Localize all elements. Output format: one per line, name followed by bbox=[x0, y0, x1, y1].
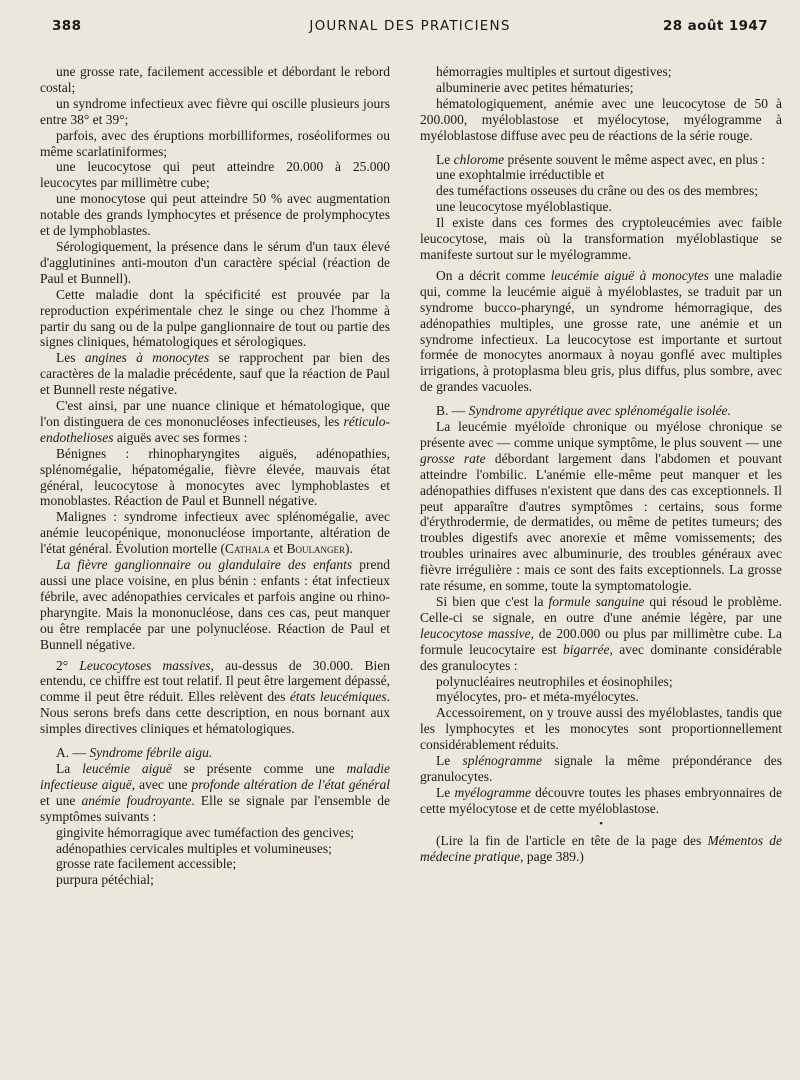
journal-title: JOURNAL DES PRATICIENS bbox=[309, 18, 511, 34]
text-run: se présente comme une bbox=[171, 760, 347, 776]
text-run: . Elle se signale par l'ensemble de symptômes suivants : bbox=[40, 792, 390, 824]
text-run: 2° bbox=[56, 657, 80, 673]
paragraph bbox=[420, 268, 782, 395]
paragraph: Sérologiquement, la présence dans le sérum d'un taux élevé d'agglutinines anti-mouton d'un caractère spécial (réaction de Paul et Bunnell). bbox=[40, 238, 390, 286]
paragraph: purpura pétéchial; bbox=[56, 872, 154, 888]
italic-term: profonde altération de l'état général bbox=[191, 776, 391, 792]
section-heading bbox=[40, 745, 390, 761]
text-run: aiguës avec ses formes : bbox=[116, 429, 248, 445]
paragraph: gingivite hémorragique avec tuméfaction des gencives; bbox=[56, 824, 355, 840]
text-run: C'est ainsi, par une nuance clinique et hématologique, que l'on distinguera de ces mononucléoses infectieuses, les bbox=[40, 398, 390, 429]
text-run: Si bien que c'est la bbox=[436, 594, 549, 609]
paragraph: Cette maladie dont la spécificité est prouvée par la reproduction expérimentale chez le singe ou chez l'homme à partir du sang ou de la pulpe ganglionnaire de tout ou partie des signes cliniques, hématologiques et sérologiques. bbox=[40, 286, 390, 350]
italic-term: myélogramme bbox=[454, 784, 531, 800]
paragraph: hémorragies multiples et surtout digestives; bbox=[436, 64, 672, 79]
paragraph: une grosse rate, facilement accessible et débordant le rebord costal; bbox=[40, 64, 390, 95]
text-run: , au-dessus de 30.000. Bien entendu, ce chiffre est tout relatif. Il peut être largement dépassé, comme il peut être réduit. Elles relèvent des bbox=[40, 657, 390, 705]
paragraph: un syndrome infectieux avec fièvre qui oscille plusieurs jours entre 38° et 39°; bbox=[40, 95, 390, 127]
italic-term: Leucocytoses massives bbox=[79, 657, 211, 673]
paragraph bbox=[40, 398, 390, 446]
paragraph: une monocytose qui peut atteindre 50 % avec augmentation notable des grands lymphocytes et présence de prolymphocytes et de lymphoblastes. bbox=[40, 191, 390, 239]
paragraph: grosse rate facilement accessible; bbox=[56, 856, 237, 872]
text-run: Les bbox=[56, 350, 85, 366]
paragraph bbox=[420, 419, 782, 594]
right-column bbox=[420, 64, 782, 864]
italic-term: maladie infectieuse aiguë bbox=[40, 760, 390, 792]
paragraph bbox=[40, 557, 390, 652]
text-run: ). bbox=[345, 541, 353, 557]
page-number: 388 bbox=[52, 18, 82, 34]
text-run: . Nous serons brefs dans cette description, en nous bornant aux simples directives cliniques et hématologiques. bbox=[40, 689, 390, 737]
italic-term: leucémie aiguë bbox=[82, 760, 172, 776]
paragraph: Accessoirement, on y trouve aussi des myéloblastes, tandis que les lymphocytes et les monocytes sont proportionnellement considérablement réduits. bbox=[420, 705, 782, 753]
paragraph bbox=[420, 594, 782, 674]
paragraph: myélocytes, pro- et méta-myélocytes. bbox=[436, 689, 639, 705]
italic-term: La fièvre ganglionnaire ou glandulaire des enfants bbox=[56, 557, 353, 573]
paragraph: une leucocytose myéloblastique. bbox=[436, 199, 612, 215]
paragraph bbox=[420, 152, 782, 168]
italic-term: chlorome bbox=[453, 151, 505, 167]
paragraph: Il existe dans ces formes des cryptoleucémies avec faible leucocytose, mais où la transformation myéloblastique se manifeste surtout sur le myélogramme. bbox=[420, 215, 782, 262]
section-heading bbox=[420, 403, 782, 419]
text-run: présente souvent le même aspect avec, en plus : bbox=[504, 151, 766, 167]
paragraph: albuminerie avec petites hématuries; bbox=[436, 79, 634, 95]
page-header bbox=[52, 18, 768, 40]
italic-term: grosse rate bbox=[420, 450, 486, 466]
paragraph: une exophtalmie irréductible et bbox=[436, 167, 605, 183]
text-run: Le bbox=[436, 784, 455, 800]
text-run: et une bbox=[40, 792, 82, 808]
text-run: La leucémie myéloïde chronique ou myélose chronique se présente avec — comme unique symptôme, le plus souvent — une bbox=[420, 419, 782, 450]
text-run: A. — bbox=[56, 745, 90, 761]
paragraph: hématologiquement, anémie avec une leucocytose de 50 à 200.000, myéloblastose et myélocytose, myélogramme à myéloblastose diffuse avec peu de réactions de la série rouge. bbox=[420, 95, 782, 143]
text-run: Malignes : syndrome infectieux avec splénomégalie, avec anémie leucopénique, mononucléose importante, altération de l'état général. Évolution mortelle ( bbox=[40, 509, 390, 557]
paragraph: adénopathies cervicales multiples et volumineuses; bbox=[56, 840, 332, 856]
paragraph: une leucocytose qui peut atteindre 20.000 à 25.000 leucocytes par millimètre cube; bbox=[40, 159, 390, 191]
italic-term: formule sanguine bbox=[548, 594, 645, 609]
text-run: Le bbox=[436, 753, 463, 769]
text-run: , avec une bbox=[131, 776, 192, 792]
text-run: se rapprochent par bien des caractères de la maladie précédente, sauf que la réaction de Paul et Bunnell reste négative. bbox=[40, 350, 390, 398]
text-run: découvre toutes les phases embryonnaires de cette myélocytose et de cette myéloblastose. bbox=[420, 784, 782, 816]
paragraph: polynucléaires neutrophiles et éosinophiles; bbox=[436, 673, 673, 689]
italic-term: états leucémiques bbox=[289, 689, 387, 705]
paragraph: parfois, avec des éruptions morbilliformes, roséoliformes ou même scarlatiniformes; bbox=[40, 127, 390, 159]
text-run: , page 389.) bbox=[520, 848, 584, 864]
author-name: Boulanger bbox=[286, 541, 345, 557]
italic-term: réticulo-endothelioses bbox=[40, 413, 390, 445]
separator-dot: • bbox=[599, 817, 603, 830]
text-run: signale la même prépondérance des granulocytes. bbox=[420, 753, 782, 784]
text-run: Le bbox=[436, 151, 454, 167]
text-run: débordant largement dans l'abdomen et pouvant atteindre l'ombilic. L'anémie elle-même peut manquer et les adénopathies diffuses n'existent que dans des cas exceptionnels. Il peut apparaître d'autres symptômes : certains, sous forme d'érythrodermie, de dermatides, ou même de petites tumeurs; des troubles digestifs avec anorexie et même vomissements; des troubles urinaires avec albuminurie, des troubles généraux avec fièvre irrégulière : mais ce sont des faits exceptionnels. La grosse rate résume, en somme, toute la symptomatologie. bbox=[420, 450, 783, 594]
text-run: , de 200.000 ou plus par millimètre cube. La formule leucocytaire est bbox=[420, 625, 782, 657]
paragraph bbox=[40, 761, 390, 825]
text-run: (Lire la fin de l'article en tête de la page des bbox=[436, 832, 708, 848]
left-column bbox=[40, 64, 390, 888]
text-run: On a décrit comme bbox=[436, 267, 551, 283]
paragraph bbox=[420, 753, 782, 785]
paragraph bbox=[40, 658, 390, 738]
italic-term: Syndrome apyrétique avec splénomégalie isolée. bbox=[468, 403, 731, 419]
italic-term: leucocytose massive bbox=[420, 625, 531, 641]
italic-term: Syndrome fébrile aigu. bbox=[89, 745, 213, 761]
author-name: Cathala bbox=[225, 541, 270, 557]
paragraph: Bénignes : rhinopharyngites aiguës, adénopathies, splénomégalie, hépatomégalie, fièvre élevée, mauvais état général, leucocytose à monocytes avec lymphoblastes et monoblastes. Réaction de Paul et Bunnell négative. bbox=[40, 445, 390, 509]
text-run: , avec dominante considérable des granulocytes : bbox=[420, 641, 782, 673]
text-run: une maladie qui, comme la leucémie aiguë à myéloblastes, se traduit par un syndrome bucco-pharyngé, un syndrome hémorragique, des adénopathies multiples, une grosse rate, une anémie et un syndrome infectieux. La leucocytose est importante et surtout formée de monocytes anormaux à noyau gonflé avec multiples irrigations, à protoplasma bleu gris, plus diffus, plus sombre, avec de grandes vacuoles. bbox=[420, 267, 782, 395]
italic-term: angines à monocytes bbox=[84, 350, 210, 366]
italic-term: splénogramme bbox=[462, 753, 543, 769]
paragraph: des tuméfactions osseuses du crâne ou des os des membres; bbox=[436, 183, 759, 199]
text-run: et bbox=[270, 541, 287, 557]
text-run: La bbox=[56, 760, 83, 776]
text-run: qui résoud le problème. Celle-ci se signale, en outre d'une anémie légère, par une bbox=[420, 594, 782, 625]
paragraph bbox=[40, 350, 390, 398]
continuation-note bbox=[420, 833, 782, 865]
paragraph bbox=[420, 785, 782, 817]
italic-term: Mémentos de médecine pratique bbox=[420, 832, 782, 864]
italic-term: anémie foudroyante bbox=[81, 792, 192, 808]
text-run: B. — bbox=[436, 403, 469, 419]
paragraph bbox=[40, 509, 390, 557]
italic-term: bigarrée bbox=[562, 641, 610, 657]
text-run: prend aussi une place voisine, en plus bénin : enfants : état infectieux fébrile, avec adénopathies cervicales et parfois angine ou rhino-pharyngite. Mais la mononucléose, dans ces cas, peut manquer ou être remplacée par une polynucléose. Réaction de Paul et Bunnell négative. bbox=[40, 557, 390, 652]
issue-date: 28 août 1947 bbox=[662, 18, 768, 34]
italic-term: leucémie aiguë à monocytes bbox=[550, 267, 709, 283]
